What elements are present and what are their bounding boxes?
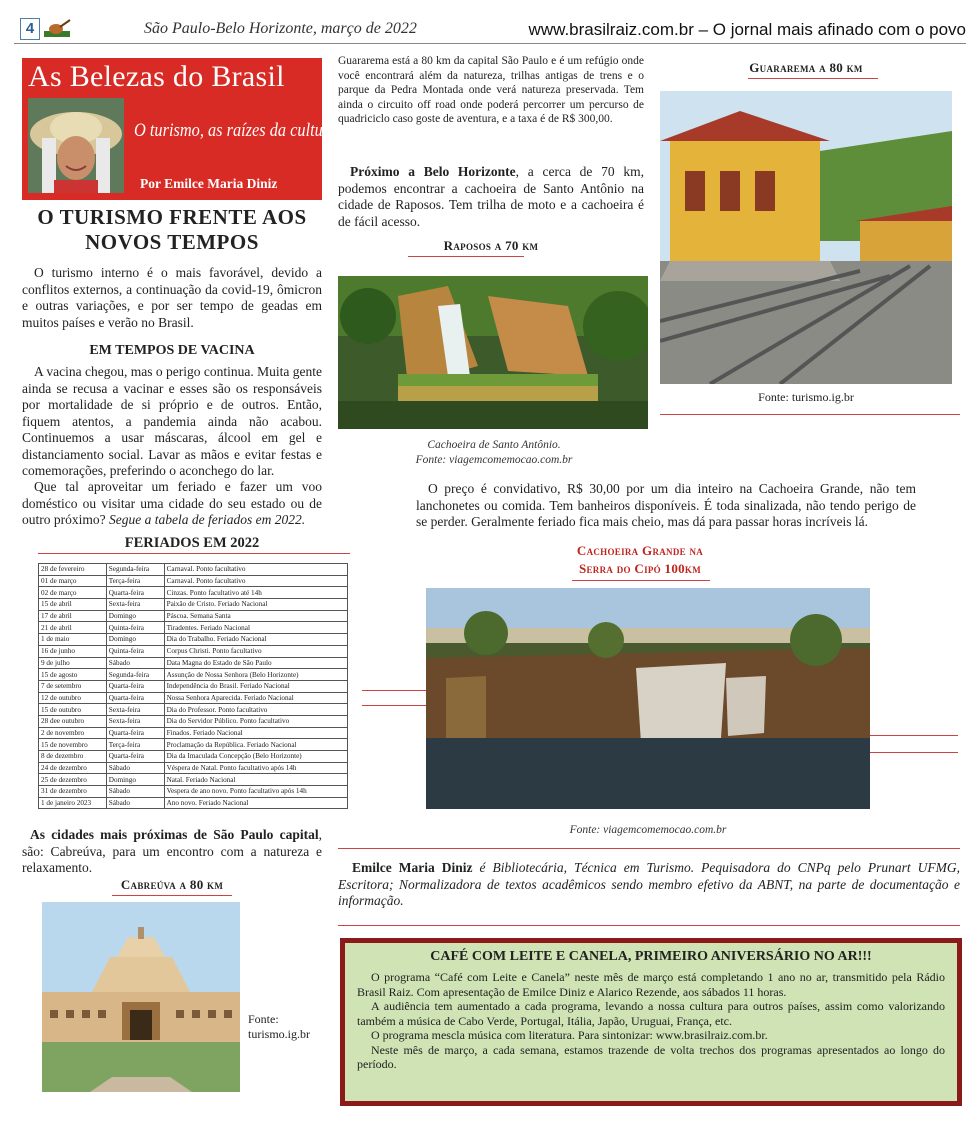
holiday-weekday: Sábado (106, 786, 164, 798)
holiday-date: 25 de dezembro (39, 774, 107, 786)
holiday-description: Finados. Feriado Nacional (164, 727, 347, 739)
table-row (39, 751, 348, 763)
feriado-lead: Que tal aproveitar um feriado e fazer um voo doméstico ou visitar uma cidade do seu estado ou de outro próximo? (22, 479, 322, 527)
guararema-rule (748, 78, 878, 79)
table-row (39, 680, 348, 692)
table-row (39, 657, 348, 669)
cachoeira-photo (426, 588, 870, 809)
holiday-weekday: Quarta-feira (106, 751, 164, 763)
holiday-date: 21 de abril (39, 622, 107, 634)
right-rule-1 (870, 735, 958, 736)
holiday-weekday: Quinta-feira (106, 622, 164, 634)
holiday-description: Dia do Professor. Ponto facultativo (164, 704, 347, 716)
holiday-weekday: Segunda-feira (106, 669, 164, 681)
bh-paragraph (338, 164, 644, 230)
bio-rest: é Bibliotecária, Técnica em Turismo. Pequisadora do CNPq pelo Prunart UFMG, Escritora; Normalizadora de textos acadêmicos sendo membro efetivo da ABNT, na parte de documentação e informação. (338, 860, 960, 908)
table-row (39, 762, 348, 774)
section-title: EM TEMPOS DE VACINA (89, 343, 255, 358)
holiday-weekday: Quarta-feira (106, 692, 164, 704)
holiday-weekday: Terça-feira (106, 575, 164, 587)
guararema-title: Guararema a 80 km (749, 60, 863, 75)
cachoeira-title-1: Cachoeira Grande na (576, 543, 704, 558)
raposos-rule (408, 256, 524, 257)
holiday-weekday: Sábado (106, 797, 164, 809)
holiday-date: 9 de julho (39, 657, 107, 669)
holiday-description: Assunção de Nossa Senhora (Belo Horizonte) (164, 669, 347, 681)
holiday-date: 15 de abril (39, 599, 107, 611)
table-row (39, 704, 348, 716)
author-photo (28, 98, 124, 193)
right-rule-2 (870, 752, 958, 753)
holiday-weekday: Sexta-feira (106, 599, 164, 611)
table-title-rule (38, 553, 350, 554)
bio-bold: Emilce Maria Diniz (352, 860, 473, 875)
radio-anniversary-box (340, 938, 962, 1106)
holiday-description: Paixão de Cristo. Feriado Nacional (164, 599, 347, 611)
box-p1: O programa “Café com Leite e Canela” neste mês de março está completando 1 ano no ar, transmitido pela Rádio Brasil Raiz. Com apresentação de Emilce Diniz e Alarico Rezende, aos sábados 11 horas. (357, 970, 945, 999)
cabreuva-photo (42, 902, 240, 1092)
column-banner (22, 58, 338, 200)
holiday-description: Cinzas. Ponto facultativo até 14h (164, 587, 347, 599)
left-rule-1 (362, 690, 426, 691)
holiday-description: Páscoa. Semana Santa (164, 610, 347, 622)
holiday-weekday: Sábado (106, 762, 164, 774)
page-number: 4 (20, 18, 40, 40)
holiday-date: 15 de outubro (39, 704, 107, 716)
bh-bold: Próximo a Belo Horizonte (350, 164, 516, 179)
holiday-date: 24 de dezembro (39, 762, 107, 774)
feriado-italic: Segue a tabela de feriados em 2022. (109, 512, 306, 527)
table-row (39, 622, 348, 634)
cabreuva-rule (112, 895, 232, 896)
table-title: FERIADOS EM 2022 (124, 535, 260, 551)
byline: Por Emilce Maria Diniz (140, 176, 278, 191)
cabreuva-title: Cabreúva a 80 km (120, 877, 224, 892)
table-row (39, 587, 348, 599)
bh-rest: , a cerca de 70 km, podemos encontrar a cachoeira de Santo Antônio na cidade de Raposos. Tem trilha de moto e a cachoeira é de fácil acesso. (338, 164, 644, 229)
holiday-description: Tiradentes. Feriado Nacional (164, 622, 347, 634)
holiday-weekday: Domingo (106, 610, 164, 622)
intro-text: O turismo interno é o mais favorável, devido a conflitos externos, a continuação da covid-19, ômicron e outras variações, e por ser tempo de geadas em muitos países e verão no Brasil. (22, 265, 322, 330)
table-row (39, 739, 348, 751)
table-row (39, 564, 348, 576)
feriado-paragraph (22, 479, 322, 529)
holiday-date: 15 de novembro (39, 739, 107, 751)
intro-paragraph (22, 265, 322, 331)
raposos-caption: Cachoeira de Santo Antônio. (427, 439, 561, 451)
holiday-date: 28 dee outubro (39, 715, 107, 727)
box-p4: Neste mês de março, a cada semana, estamos trazende de volta trechos dos programas apresentados ao longo do período. (357, 1042, 945, 1071)
raposos-fonte: Fonte: viagemcomemocao.com.br (415, 454, 573, 466)
holiday-weekday: Sexta-feira (106, 715, 164, 727)
holiday-description: Nossa Senhora Aparecida. Feriado Nacional (164, 692, 347, 704)
vacina-text: A vacina chegou, mas o perigo continua. Muita gente ainda se recusa a vacinar e esses são os responsáveis por mortalidade de si próprio e de outros. Então, fiquem atentos, a pandemia ainda não acabou. Continuemos a usar máscaras, álcool em gel e distanciamento social. Lavar as mãos e evitar festas e comemorações, preferindo o aconchego do lar. (22, 364, 322, 478)
cabreuva-fonte: Fonte: turismo.ig.br (248, 1012, 310, 1041)
bio-bottom-rule (338, 925, 960, 926)
guararema-fonte: Fonte: turismo.ig.br (758, 390, 854, 404)
table-row (39, 715, 348, 727)
box-title: CAFÉ COM LEITE E CANELA, PRIMEIRO ANIVERSÁRIO NO AR!!! (430, 949, 872, 964)
holiday-date: 8 de dezembro (39, 751, 107, 763)
holiday-description: Proclamação da República. Feriado Nacional (164, 739, 347, 751)
preco-paragraph: O preço é convidativo, R$ 30,00 por um dia inteiro na Cachoeira Grande, não tem lanchonetes ou comida. Tem banheiros disponíveis. É toda sinalizada, não tendo perigo de se perder. Geralmente feriado fica mais cheio, mas dá para passar horas incríveis lá. (416, 481, 916, 529)
site-tagline: www.brasilraiz.com.br – O jornal mais afinado com o povo (528, 20, 966, 39)
holiday-weekday: Sábado (106, 657, 164, 669)
holiday-weekday: Quinta-feira (106, 645, 164, 657)
issue-date: São Paulo-Belo Horizonte, março de 2022 (144, 20, 417, 37)
table-row (39, 575, 348, 587)
holiday-description: Véspera de Natal. Ponto facultativo após 14h (164, 762, 347, 774)
holiday-weekday: Domingo (106, 634, 164, 646)
holiday-description: Dia da Imaculada Concepção (Belo Horizonte) (164, 751, 347, 763)
holiday-date: 1 de janeiro 2023 (39, 797, 107, 809)
holiday-weekday: Sexta-feira (106, 704, 164, 716)
holiday-description: Independência do Brasil. Feriado Nacional (164, 680, 347, 692)
box-p2: A audiência tem aumentado a cada programa, levando a nossa cultura para outros países, assim como valorizando também a música de Cabo Verde, Portugal, Itália, Japão, Uruguai, França, etc. (357, 999, 945, 1028)
table-row (39, 786, 348, 798)
box-p3: O programa mescla música com literatura. Para sintonizar: www.brasilraiz.com.br. (371, 1028, 768, 1042)
holiday-date: 01 de março (39, 575, 107, 587)
vacina-paragraph (22, 364, 322, 480)
bio-paragraph (338, 860, 960, 910)
cidades-rest: , são: Cabreúva, para um encontro com a natureza e relaxamento. (22, 827, 322, 875)
cachoeira-rule (572, 580, 710, 581)
cidades-bold: As cidades mais próximas de São Paulo capital (30, 827, 319, 842)
raposos-title: Raposos a 70 km (443, 238, 539, 253)
table-row (39, 774, 348, 786)
holiday-date: 12 de outubro (39, 692, 107, 704)
holiday-date: 1 de maio (39, 634, 107, 646)
guararema-bottom-rule (660, 414, 960, 415)
holiday-weekday: Segunda-feira (106, 564, 164, 576)
cachoeira-title-2: Serra do Cipó 100km (578, 561, 702, 576)
page-header (14, 14, 966, 44)
table-row (39, 599, 348, 611)
guararema-photo (660, 91, 952, 384)
holiday-description: Dia do Trabalho. Feriado Nacional (164, 634, 347, 646)
holiday-description: Natal. Feriado Nacional (164, 774, 347, 786)
table-row (39, 645, 348, 657)
table-row (39, 797, 348, 809)
table-row (39, 692, 348, 704)
guararema-paragraph: Guararema está a 80 km da capital São Paulo e é um refúgio onde você encontrará além da natureza, trilhas antigas de trens e o parque da Pedra Montada onde verá natureza preservada. Tem ainda o circuito off road onde poderá percorrer um percurso de quadriciclo caso goste de aventura, e a taxa é de R$ 300,00. (338, 55, 644, 125)
holiday-weekday: Quarta-feira (106, 680, 164, 692)
table-row (39, 727, 348, 739)
guitar-logo-icon (42, 17, 72, 41)
holiday-date: 16 de junho (39, 645, 107, 657)
holiday-date: 15 de agosto (39, 669, 107, 681)
cidades-paragraph (22, 827, 322, 877)
holiday-date: 02 de março (39, 587, 107, 599)
cachoeira-fonte: Fonte: viagemcomemocao.com.br (569, 824, 727, 836)
holiday-weekday: Domingo (106, 774, 164, 786)
holiday-weekday: Quarta-feira (106, 587, 164, 599)
table-row (39, 634, 348, 646)
holidays-table (38, 563, 348, 809)
holiday-description: Vespera de ano novo. Ponto facultativo após 14h (164, 786, 347, 798)
left-rule-2 (362, 705, 426, 706)
holiday-date: 28 de fevereiro (39, 564, 107, 576)
holiday-date: 31 de dezembro (39, 786, 107, 798)
holiday-description: Data Magna do Estado de São Paulo (164, 657, 347, 669)
banner-subtitle: O turismo, as raízes da cultura (134, 120, 338, 141)
banner-title: As Belezas do Brasil (28, 60, 285, 93)
holiday-description: Carnaval. Ponto facultativo (164, 575, 347, 587)
holiday-weekday: Quarta-feira (106, 727, 164, 739)
holiday-date: 2 de novembro (39, 727, 107, 739)
holiday-description: Corpus Christi. Ponto facultativo (164, 645, 347, 657)
holiday-date: 17 de abril (39, 610, 107, 622)
table-row (39, 669, 348, 681)
headline: O TURISMO FRENTE AOS NOVOS TEMPOS (37, 205, 307, 254)
holiday-description: Dia do Servidor Público. Ponto facultativo (164, 715, 347, 727)
table-row (39, 610, 348, 622)
raposos-photo (338, 276, 648, 429)
holiday-weekday: Terça-feira (106, 739, 164, 751)
holiday-description: Carnaval. Ponto facultativo (164, 564, 347, 576)
holiday-description: Ano novo. Feriado Nacional (164, 797, 347, 809)
bio-top-rule (338, 848, 960, 849)
holiday-date: 7 de setembro (39, 680, 107, 692)
